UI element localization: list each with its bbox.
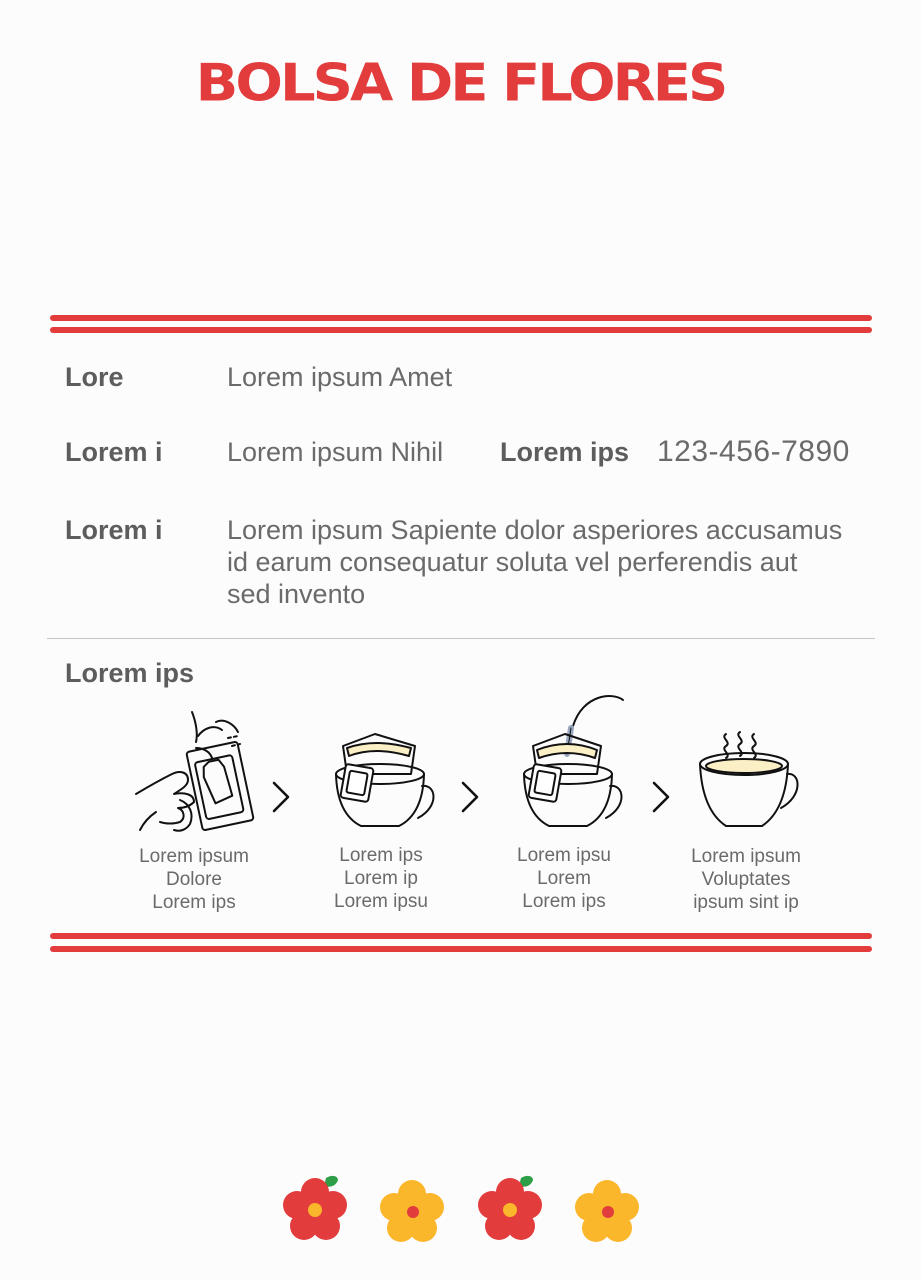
chevron-right-icon — [650, 780, 672, 814]
chevron-right-icon — [459, 780, 481, 814]
red-flower-icon — [475, 1172, 545, 1244]
row2-value: Lorem ipsum Nihil — [227, 437, 444, 467]
row1-label: Lore — [65, 362, 124, 392]
page-title: BOLSA DE FLORES — [195, 53, 726, 114]
yellow-flower-icon — [377, 1178, 447, 1246]
step-caption: Lorem ips Lorem ip Lorem ipsu — [334, 845, 428, 912]
red-flower-icon — [280, 1172, 350, 1244]
row2-label: Lorem i — [65, 437, 163, 467]
top-rule-upper — [50, 315, 872, 321]
row1-value: Lorem ipsum Amet — [227, 362, 453, 392]
step-caption: Lorem ipsum Dolore Lorem ips — [139, 846, 249, 913]
bottom-rule-upper — [50, 933, 872, 939]
pour-water-icon — [513, 692, 628, 835]
description-line: Lorem ipsum Sapiente dolor asperiores accusamus — [227, 515, 843, 545]
hot-tea-cup-icon — [696, 730, 801, 835]
bottom-rule-lower — [50, 946, 872, 952]
top-rule-lower — [50, 327, 872, 333]
steps-heading: Lorem ips — [65, 658, 195, 688]
yellow-flower-icon — [572, 1178, 642, 1246]
row3-label: Lorem i — [65, 515, 163, 545]
open-bag-icon — [132, 708, 267, 838]
filter-on-cup-icon — [325, 730, 435, 835]
phone-label: Lorem ips — [500, 437, 630, 467]
phone-value: 123-456-7890 — [657, 435, 850, 468]
step-caption: Lorem ipsum Voluptates ipsum sint ip — [691, 846, 801, 913]
description-line: sed invento — [227, 579, 366, 609]
step-caption: Lorem ipsu Lorem Lorem ips — [517, 845, 611, 912]
chevron-right-icon — [270, 780, 292, 814]
description-line: id earum consequatur soluta vel perferendis aut — [227, 547, 798, 577]
section-divider — [47, 638, 875, 639]
